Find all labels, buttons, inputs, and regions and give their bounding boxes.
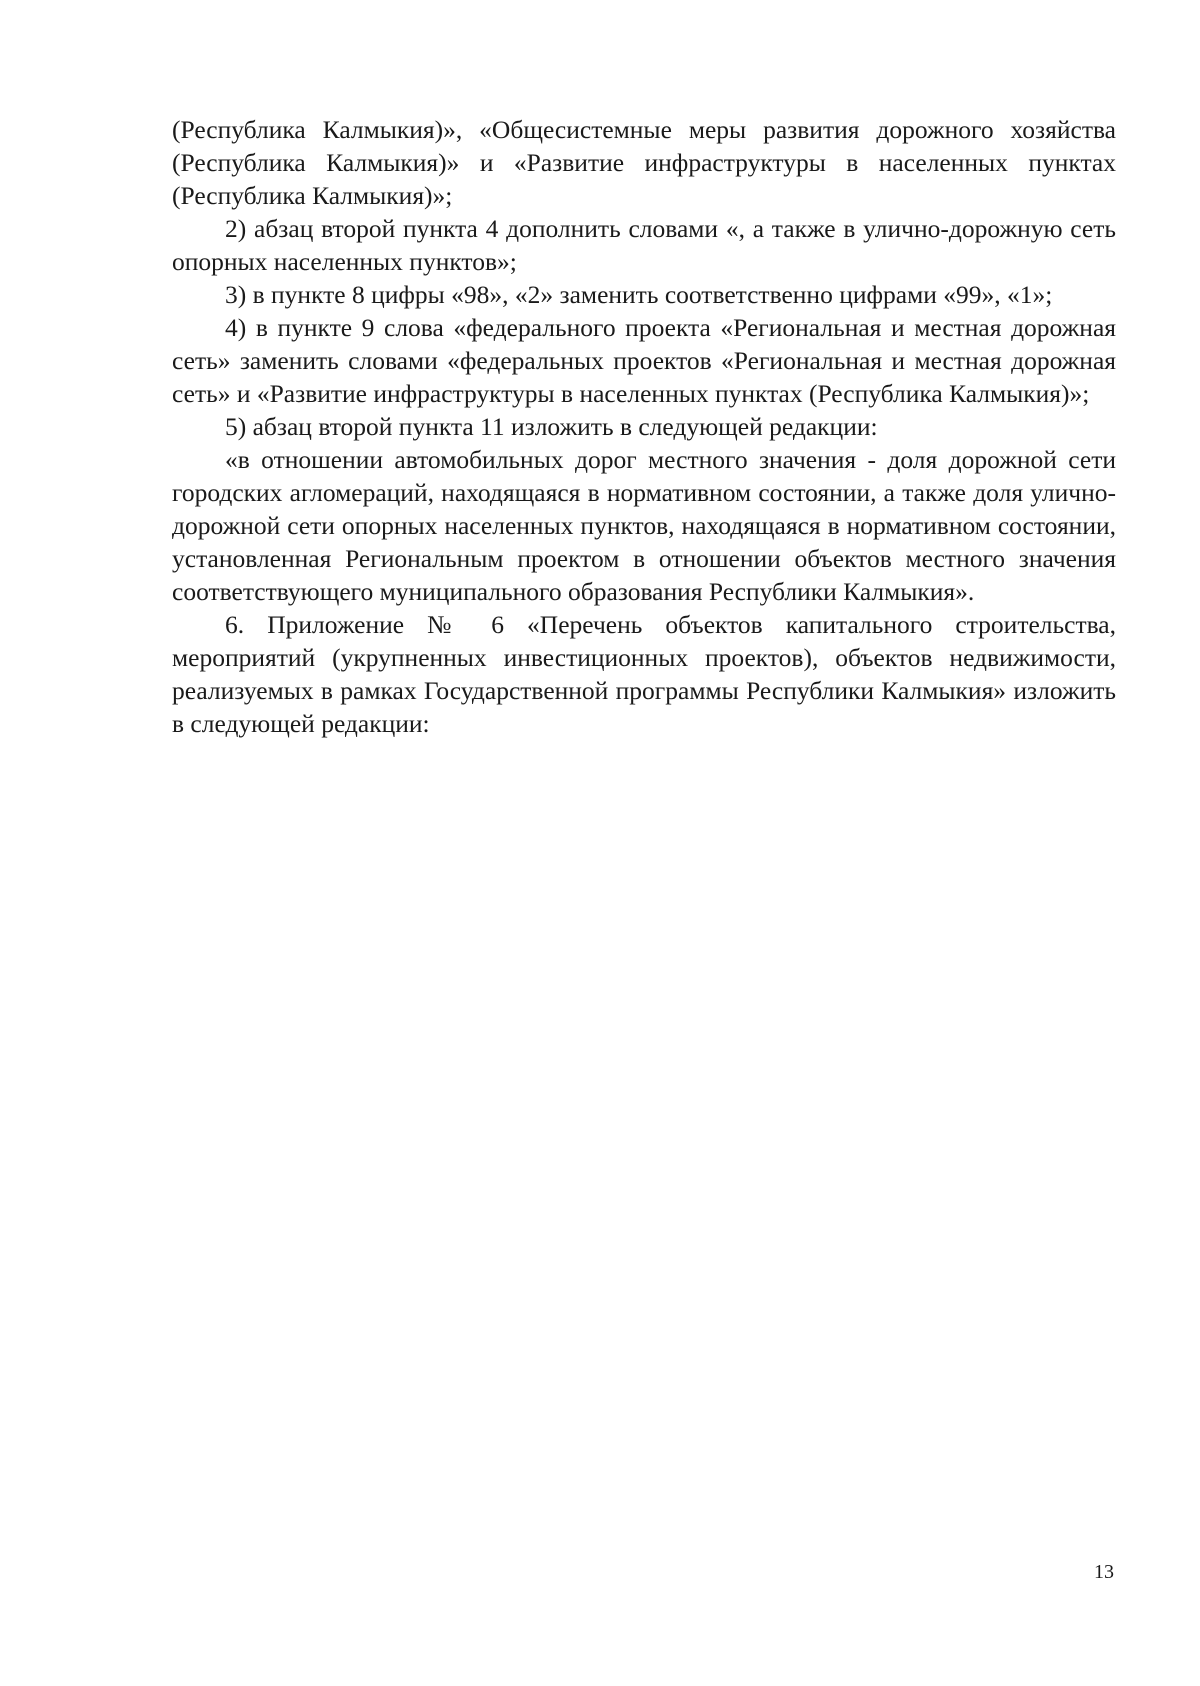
paragraph-item-6: 6. Приложение № 6 «Перечень объектов капитального строительства, мероприятий (укрупненных инвестиционных проектов), объектов недвижимости, реализуемых в рамках Государственной программы Республики Калмыкия» изложить в следующей редакции:	[172, 610, 1116, 738]
paragraph-quote: «в отношении автомобильных дорог местного значения - доля дорожной сети городских агломераций, находящаяся в нормативном состоянии, а также доля улично-дорожной сети опорных населенных пунктов, находящаяся в нормативном состоянии, установленная Региональным проектом в отношении объектов местного значения соответствующего муниципального образования Республики Калмыкия».	[172, 445, 1116, 606]
page-number: 13	[1094, 1561, 1114, 1583]
paragraph-item-2: 2) абзац второй пункта 4 дополнить словами «, а также в улично-дорожную сеть опорных населенных пунктов»;	[172, 214, 1116, 276]
paragraph-continuation: (Республика Калмыкия)», «Общесистемные меры развития дорожного хозяйства (Республика Калмыкия)» и «Развитие инфраструктуры в населенных пунктах (Республика Калмыкия)»;	[172, 115, 1116, 210]
paragraph-item-4: 4) в пункте 9 слова «федерального проекта «Региональная и местная дорожная сеть» заменить словами «федеральных проектов «Региональная и местная дорожная сеть» и «Развитие инфраструктуры в населенных пунктах (Республика Калмыкия)»;	[172, 313, 1116, 408]
document-body	[172, 113, 1116, 740]
paragraph-item-3: 3) в пункте 8 цифры «98», «2» заменить соответственно цифрами «99», «1»;	[225, 280, 1053, 309]
paragraph-item-5: 5) абзац второй пункта 11 изложить в следующей редакции:	[225, 412, 878, 441]
